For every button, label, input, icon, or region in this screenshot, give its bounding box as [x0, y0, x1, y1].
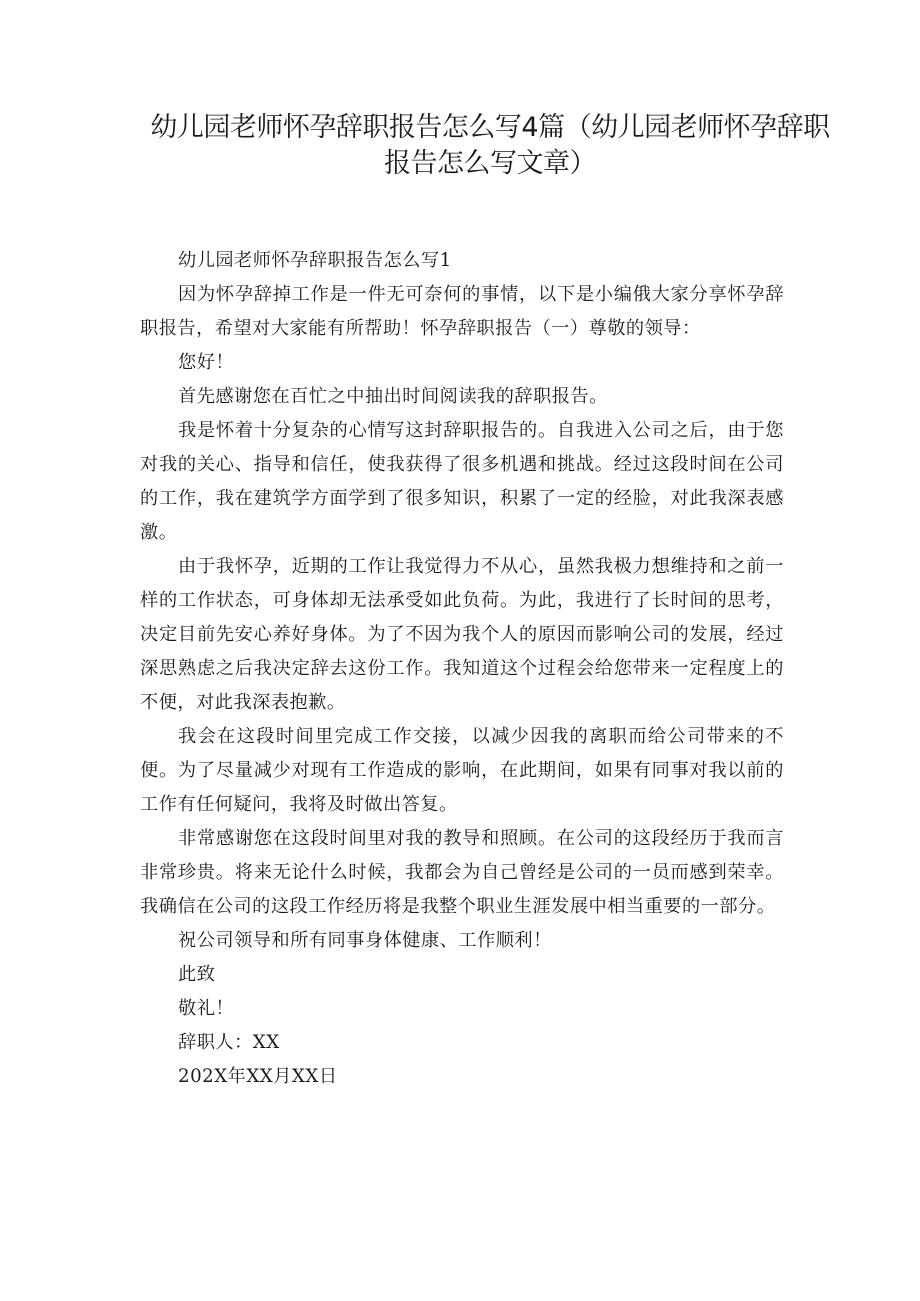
paragraph-greeting: 您好！ [178, 352, 235, 373]
date-line: 202X年XX月XX日 [178, 1066, 338, 1087]
closing-jingli: 敬礼！ [178, 998, 235, 1019]
document-title: 幼儿园老师怀孕辞职报告怎么写4篇（幼儿园老师怀孕辞职报告怎么写文章） [150, 112, 830, 179]
paragraph-wishes: 祝公司领导和所有同事身体健康、工作顺利！ [178, 930, 552, 951]
document-body [140, 244, 784, 1094]
paragraph-appreciation: 非常感谢您在这段时间里对我的教导和照顾。在公司的这段经历于我而言非常珍贵。将来无论什么时候，我都会为自己曾经是公司的一员而感到荣幸。我确信在公司的这段工作经历将是我整个职业生涯发展中相当重要的一部分。 [140, 828, 784, 917]
paragraph-gratitude: 我是怀着十分复杂的心情写这封辞职报告的。自我进入公司之后，由于您对我的关心、指导和信任，使我获得了很多机遇和挑战。经过这段时间在公司的工作，我在建筑学方面学到了很多知识，积累了一定的经脸，对此我深表感激。 [140, 420, 784, 543]
section-heading: 幼儿园老师怀孕辞职报告怎么写1 [178, 250, 452, 271]
paragraph-intro: 因为怀孕辞掉工作是一件无可奈何的事情，以下是小编俄大家分享怀孕辞职报告，希望对大家能有所帮助！怀孕辞职报告（一）尊敬的领导： [140, 284, 784, 339]
paragraph-handover: 我会在这段时间里完成工作交接，以减少因我的离职而给公司带来的不便。为了尽量减少对现有工作造成的影响，在此期间，如果有同事对我以前的工作有任何疑问，我将及时做出答复。 [140, 726, 784, 815]
closing-cizhi: 此致 [178, 964, 216, 985]
paragraph-thanks: 首先感谢您在百忙之中抽出时间阅读我的辞职报告。 [178, 386, 608, 407]
signature-line: 辞职人：XX [178, 1032, 280, 1053]
paragraph-reason: 由于我怀孕，近期的工作让我觉得力不从心，虽然我极力想维持和之前一样的工作状态，可身体却无法承受如此负荷。为此，我进行了长时间的思考，决定目前先安心养好身体。为了不因为我个人的原因而影响公司的发展，经过深思熟虑之后我决定辞去这份工作。我知道这个过程会给您带来一定程度上的不便，对此我深表抱歉。 [140, 556, 784, 713]
